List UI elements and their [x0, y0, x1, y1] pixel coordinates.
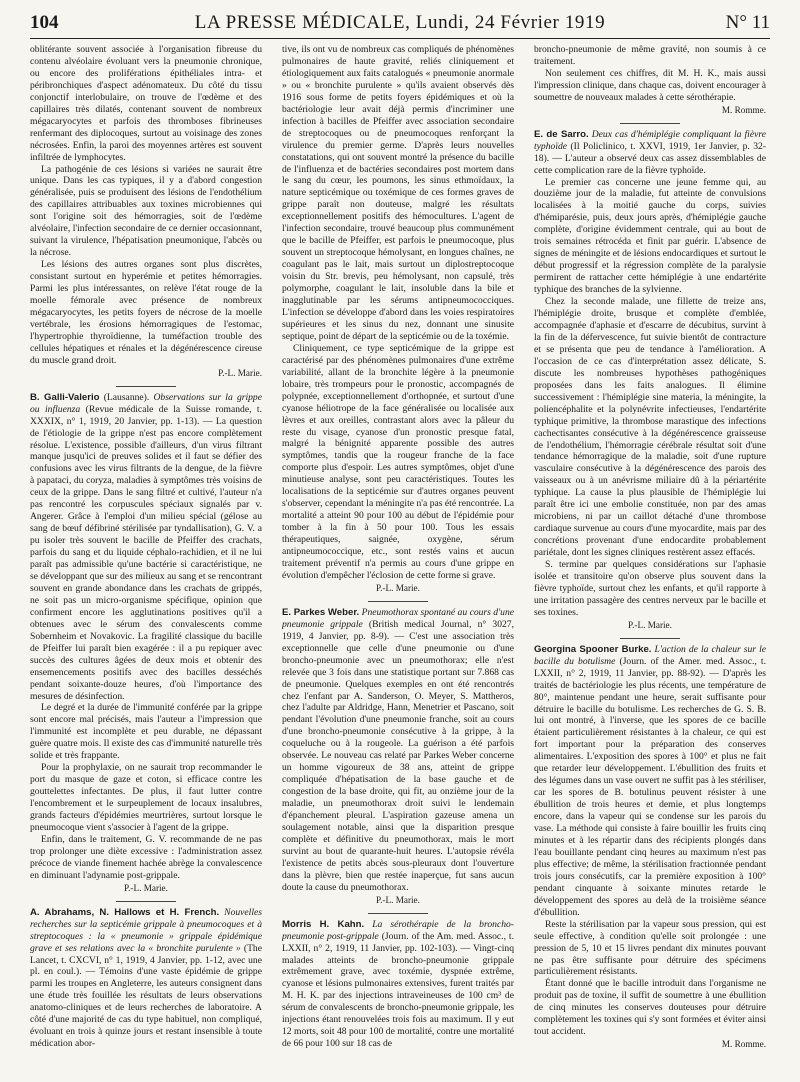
article-abrahams — [30, 907, 262, 1050]
article-source: (The Lancet, t. CXCVI, n° 1, 1919, 4 Janvier, pp. 1-12, avec une pl. en coul.). — [30, 942, 262, 978]
paragraph: oblitérante souvent associée à l'organisation fibreuse du contenu alvéolaire évoluant vers la pneumonie chronique, ou encore des proliférations épithéliales intra- et péribronchiques d'aspect adénomateux. Du côté du tissu conjonctif interlobulaire, on trouve de l'œdème et des capillaires très dilatés, contenant souvent de nombreux mégacaryocytes et parfois des thromboses fibrineuses renfermant des diplocoques, surtout au voisinage des zones nécrosées. Enfin, la paroi des moyennes artères est souvent infiltrée de lymphocytes. — [30, 44, 262, 163]
divider — [368, 913, 428, 914]
paragraph: Le degré et la durée de l'immunité conférée par la grippe sont encore mal précisés, mais l'auteur a l'impression que l'immunité est incomplète et peu durable, ne dépassant guère quatre mois. Il existe des cas d'immunité naturelle très solide et très frappante. — [30, 702, 262, 762]
article-title: L'action de la chaleur sur le bacille du botulisme — [534, 643, 766, 667]
signature: P.-L. Marie. — [376, 894, 420, 905]
columns — [30, 44, 770, 1076]
article-title: Observations sur la grippe ou influenza — [30, 391, 262, 415]
article-galli-valerio — [30, 392, 262, 703]
signature: M. Romme. — [721, 1039, 766, 1050]
article-source: (Journ. of the Am. med. Assoc., t. LXXII, n° 2, 1919, 11 Janvier, pp. 102-103). — [282, 930, 514, 954]
article-text: — Vingt-cinq malades atteints de broncho-pneumonie grippale extrêmement grave, avec toxémie, dyspnée extrême, cyanose et lésions pulmonaires extensives, furent traités par M. H. K. par des injections intraveineuses de 100 cm³ de sérum de convalescents de broncho-pneumonie grippale, les injections étant renouvelées trois fois au maximum. Il y eut 12 morts, soit 48 pour 100 de mortalité, contre une mortalité de 66 pour 100 sur 18 cas de — [282, 942, 514, 1050]
article-text: — C'est une association très exceptionnelle que celle d'une pneumonie ou d'une broncho-pneumonie avec un pneumothorax; elle n'est relevée que 3 fois dans une statistique portant sur 7.868 cas de pneumonie. Quelques exemples en ont été rencontrés chez l'enfant par A. Sanderson, O. Meyer, S. Mattheros, chez l'adulte par Aldridge, Hann, Menetrier et Pascano, soit pendant l'évolution d'une pneumonie franche, soit au cours d'une broncho-pneumonie consécutive à la grippe, à la coqueluche ou à la rougeole. La guérison a été parfois observée. Le nouveau cas relaté par Parkes Weber concerne un homme vigoureux de 38 ans, atteint de grippe compliquée d'hépatisation de la base gauche et de congestion de la base droite, qui fit, au onzième jour de la maladie, un pneumothorax droit suivi le lendemain d'épanchement pleural. L'aspiration gazeuse amena un soulagement notable, ainsi que la disparition presque complète et définitive du pneumothorax, mais le mort survint au bout de quarante-huit heures. L'autopsie révéla l'existence de petits abcès sous-pleuraux dont l'ouverture dans la plèvre, bien que restée inaperçue, fut sans aucun doute la cause du pneumothorax. — [282, 630, 514, 893]
article-title: Pneumothorax spontané au cours d'une pneumonie grippale — [282, 606, 514, 630]
paragraph: Cliniquement, ce type septicémique de la grippe est caractérisé par des phénomènes pulmonaires d'une extrême variabilité, allant de la bronchite légère à la pneumonie lobaire, très trompeurs pour le pronostic, accompagnés de polypnée, exceptionnellement d'orthopnée, et surtout d'une cyanose héliotrope de la face généralisée ou localisée aux lèvres et aux oreilles, contrastant alors avec la pâleur du reste du visage, cyanose d'un pronostic presque fatal, malgré la bénignité apparente possible des autres symptômes, tandis que la rougeur franche de la face comporte plus d'espoir. Les autres symptômes, objet d'une minutieuse analyse, sont peu caractéristiques. Toutes les localisations de la septicémie sur d'autres organes peuvent s'observer, cependant la méningite n'a pas été rencontrée. La mortalité a atteint 90 pour 100 au début de l'épidémie pour tomber à la fin à 50 pour 100. Tous les essais thérapeutiques, saignée, oxygène, sérum antipneumococcique, etc., sont restés vains et aucun traitement préventif n'a permis au cours d'une grippe en évolution d'empêcher l'éclosion de cette forme si grave. — [282, 342, 514, 581]
column-1 — [30, 44, 262, 1076]
article-parkes-weber — [282, 607, 514, 894]
article-author: Morris H. Kahn. — [282, 918, 365, 930]
article-source: (Il Policlinico, t. XXVI, 1919, 1er Janvier, p. 32-18). — [534, 140, 766, 164]
article-text: — Témoins d'une vaste épidémie de grippe parmi les troupes en Angleterre, les auteurs consignent dans une étude très fouillée les résultats de leurs observations anatomo-cliniques et de leurs recherches de laboratoire. A côté d'une majorité de cas du type habituel, non compliqué, évoluant en trois à quinze jours et restant insensible à toute médication abor- — [30, 966, 262, 1050]
divider — [620, 123, 680, 124]
paragraph: La pathogénie de ces lésions si variées ne saurait être unique. Dans les cas typiques, il y a d'abord congestion généralisée, puis se produisent des lésions de l'endothélium des capillaires attribuables aux toxines microbiennes qui sont l'origine soit des hémorragies, soit de l'œdème alvéolaire, l'infection secondaire de ce dernier occasionnant, suivant la virulence, l'hépatisation pneumonique, l'abcès ou la nécrose. — [30, 163, 262, 259]
signature: P.-L. Marie. — [376, 582, 420, 593]
divider — [368, 601, 428, 602]
article-author: A. Abrahams, N. Hallows et H. French. — [30, 906, 220, 918]
paragraph: broncho-pneumonie de même gravité, non soumis à ce traitement. — [534, 44, 766, 67]
article-title: Deux cas d'hémiplégie compliquant la fièvre typhoïde — [534, 128, 766, 152]
masthead: LA PRESSE MÉDICALE, Lundi, 24 Février 1919 — [194, 12, 606, 33]
article-author: B. Galli-Valerio — [30, 391, 100, 403]
paragraph: Non seulement ces chiffres, dit M. H. K., mais aussi l'impression clinique, dans chaque cas, doivent encourager à soumettre de nouveaux malades à cette sérothérapie. — [534, 67, 766, 103]
article-source: (Journ. of the Amer. med. Assoc., t. LXXII, n° 2, 1919, 11 Janvier, pp. 88-92). — [534, 655, 766, 679]
article-de-sarro — [534, 129, 766, 177]
signature: P.-L. Marie. — [124, 882, 168, 893]
signature: P.-L. Marie. — [628, 619, 672, 630]
article-author: Georgina Spooner Burke. — [534, 643, 652, 655]
column-2 — [282, 44, 514, 1076]
divider — [620, 638, 680, 639]
paragraph: Pour la prophylaxie, on ne saurait trop recommander le port du masque de gaze et coton, si efficace contre les gouttelettes infectantes. De plus, il faut lutter contre l'encombrement et le surpeuplement de locaux insalubres, grands facteurs d'épidémies meurtrières, surtout lorsque le pneumocoque vient s'associer à l'agent de la grippe. — [30, 762, 262, 833]
article-author: E. Parkes Weber. — [282, 606, 360, 618]
paragraph: Enfin, dans le traitement, G. V. recommande de ne pas trop prolonger une diète excessive : l'administration assez précoce de viande finement hachée abrège la convalescence en diminuant l'adynamie post-grippale. — [30, 833, 262, 881]
article-place: (Lausanne). — [99, 391, 154, 403]
article-author: E. de Sarro. — [534, 128, 589, 140]
article-text: — La question de l'étiologie de la grippe n'est pas encore complètement résolue. L'existence, possible d'ailleurs, d'un virus filtrant manque jusqu'ici de preuves solides et il faut se défier des confusions avec les virus filtrants de la dengue, de la fièvre à papataci, du coryza, maladies à symptômes très voisins de ceux de la grippe. Dans le sang filtré et cultivé, l'auteur n'a pas rencontré les corpuscules spéciaux signalés par v. Angerer. Grâce à l'emploi d'un milieu spécial (gélose au sang de bœuf défibriné stérilisée par tyndallisation), G. V. a pu isoler très souvent le bacille de Pfeiffer des crachats, parfois du sang et du liquide céphalo-rachidien, et il ne lui paraît pas admissible qu'une bactérie si caractéristique, ne se développant que sur des milieux au sang et se rencontrant souvent en grande abondance dans les crachats de grippés, ne soit pas un micro-organisme spécifique, opinion que confirment encore les agglutinations positives qu'il a obtenues avec le sérum des convalescents comme Sobernheim et Novakovic. La fragilité classique du bacille de Pfeiffer lui paraît bien exagérée : il a pu repiquer avec succès des cultures âgées de deux mois et obtenir des ensemencements positifs avec des bacilles desséchés pendant soixante-douze heures, d'où l'importance des mesures de désinfection. — [30, 415, 262, 702]
page-number: 104 — [30, 12, 59, 33]
paragraph: S. termine par quelques considérations sur l'aphasie isolée et transitoire qu'on observe plus souvent dans la fièvre typhoïde, surtout chez les enfants, et qu'il rapporte à une irritation passagère des centres nerveux par le bacille et ses toxines. — [534, 559, 766, 618]
article-title: Nouvelles recherches sur la septicémie grippale à pneumocoques et à streptocoques : la « pneumonie » grippale épidémique grave et ses relations avec la « bronchite purulente » — [30, 906, 262, 954]
issue-number: N° 11 — [725, 12, 770, 33]
article-kahn — [282, 919, 514, 1050]
paragraph: tive, ils ont vu de nombreux cas compliqués de phénomènes pulmonaires de haute gravité, reliés cliniquement et étiologiquement aux faits catalogués « pneumonie anormale » ou « bronchite purulente » qu'ils avaient observés dès 1916 sous forme de petits foyers épidémiques et où la bactériologie leur avait déjà permis d'incriminer une infection à bacilles de Pfeiffer avec association secondaire de streptocoques ou de pneumocoques renforçant la virulence du premier germe. D'après leurs nouvelles constatations, qui ont souvent montré la présence du bacille de l'influenza et de bactéries secondaires post mortem dans le sang du cœur, les poumons, les sinus ethmoïdaux, la nature septicémique ou toxémique de ces formes graves de grippe paraît non douteuse, malgré les résultats exceptionnellement positifs des hémocultures. L'agent de l'infection secondaire, trouvé beaucoup plus communément que le bacille de Pfeiffer, est parfois le pneumocoque, plus souvent un streptocoque hémolysant, en longues chaînes, ne coagulant pas le lait, mais surtout un diplostreptocoque voisin du Str. brevis, peu hémolysant, non capsulé, très polymorphe, coagulant le lait, insoluble dans la bile et inagglutinable par les sérums antipneumococciques. L'infection se développe d'abord dans les voies respiratoires supérieures et les sinus du nez, donnant une sinusite septique, point de départ de la septicémie ou de la toxémie. — [282, 44, 514, 342]
article-source: (Revue médicale de la Suisse romande, t. XXXIX, n° 1, 1919, 20 Janvier, pp. 1-13). — [30, 403, 262, 427]
column-3 — [534, 44, 766, 1076]
paragraph: Étant donné que le bacille introduit dans l'organisme ne produit pas de toxine, il suffit de soumettre à une ébullition de cinq minutes les conserves douteuses pour détruire complètement les toxines qui s'y sont formées et éviter ainsi tout accident. — [534, 978, 766, 1038]
paragraph: Les lésions des autres organes sont plus discrètes, consistant surtout en hyperémie et petites hémorragies. Parmi les plus intéressantes, on relève l'état rouge de la moelle fémorale avec présence de nombreux mégacaryocytes, les petits foyers de nécrose de la moelle vertébrale, les érosions hémorragiques de l'estomac, l'hypertrophie thyroïdienne, la tuméfaction trouble des cellules hépatiques et rénales et la dégénérescence cireuse du muscle grand droit. — [30, 259, 262, 366]
divider — [116, 386, 176, 387]
article-spooner-burke — [534, 644, 766, 919]
article-source: (British medical Journal, n° 3027, 1919, 4 Janvier, pp. 8-9). — [282, 618, 514, 642]
page-header — [30, 12, 770, 39]
paragraph: Chez la seconde malade, une fillette de treize ans, l'hémiplégie droite, brusque et complète d'emblée, accompagnée d'aphasie et d'escarre de décubitus, survint à la fin de la défervescence, fut suivie bientôt de contracture et se présenta que peu de tendance à l'amélioration. A l'occasion de ce cas d'interprétation assez délicate, S. discute les nombreuses hypothèses pathogéniques proposées dans les faits analogues. Il élimine successivement : l'hémiplégie sine materia, la méningite, la poliencéphalite et la polynévrite infectieuses, l'endartérite typhique primitive, la thrombose marastique des infections cachectisantes consécutive à la dégénérescence graisseuse de l'endothélium, l'hémorragie cérébrale résultat soit d'une tendance hémorragique de la maladie, soit d'une rupture vasculaire consécutive à la dégénérescence des parois des vaisseaux ou à un anévrisme miliaire dû à la périartérite typhique. La cause la plus plausible de l'hémiplégie lui paraît être ici une embolie constituée, non par des amas microbiens, ni par un caillot détaché d'une thrombose cardiaque survenue au cours d'une myocardite, mais par des concrétions provenant d'une endocardite probablement pariétale, dont les signes cliniques restèrent assez effacés. — [534, 296, 766, 559]
article-text: — L'auteur a observé deux cas assez dissemblables de cette complication rare de la fièvre typhoïde. — [534, 152, 766, 176]
divider — [116, 901, 176, 902]
article-text: — D'après les traités de bactériologie les plus récents, une température de 80°, maintenue pendant une heure, serait suffisante pour détruire le bacille du botulisme. Les recherches de G. S. B. lui ont montré, à l'inverse, que les spores de ce bacille étaient particulièrement résistantes à la chaleur, ce qui est fort important pour la préparation des conserves alimentaires. L'exposition des spores à 100° et plus ne fait que retarder leur développement. L'ébullition des fruits et des légumes dans un vase ouvert ne suffit pas à les stériliser, car les spores de B. botulinus peuvent résister à une ébullition de trois heures et demie, et plus longtemps encore, dans la vapeur qui se condense sur les parois du vase. La méthode qui consiste à faire bouillir les fruits cinq minutes et à les répartir dans des récipients plongés dans l'eau bouillante pendant cinq heures au maximum n'est pas plus effective; de même, la stérilisation fractionnée pendant trois jours consécutifs, car la première exposition à 100° pendant cinquante à soixante minutes retarde le développement des spores au delà de la troisième séance d'ébullition. — [534, 667, 766, 918]
signature: P.-L. Marie. — [218, 367, 262, 378]
paragraph: Le premier cas concerne une jeune femme qui, au douzième jour de la maladie, fut atteinte de convulsions localisées à la moitié gauche du corps, suivies d'hémiparésie, puis, deux jours après, d'hémiplégie gauche complète, d'origine évidemment centrale, qui au bout de trois semaines rétrocéda et finit par guérir. L'absence de signes de méningite et de lésions endocardiques et surtout le début progressif et la régression complète de la paralysie permirent de rattacher cette hémiplégie à une endartérite typhique des branches de la sylvienne. — [534, 176, 766, 296]
article-title: La sérothérapie de la broncho-pneumonie post-grippale — [282, 918, 514, 942]
signature: M. Romme. — [721, 104, 766, 115]
paragraph: Reste la stérilisation par la vapeur sous pression, qui est seule effective, à condition qu'elle soit prolongée : une pression de 5, 10 et 15 livres pendant dix minutes pouvant ne pas être suffisante pour détruire des spécimens particulièrement résistants. — [534, 918, 766, 978]
